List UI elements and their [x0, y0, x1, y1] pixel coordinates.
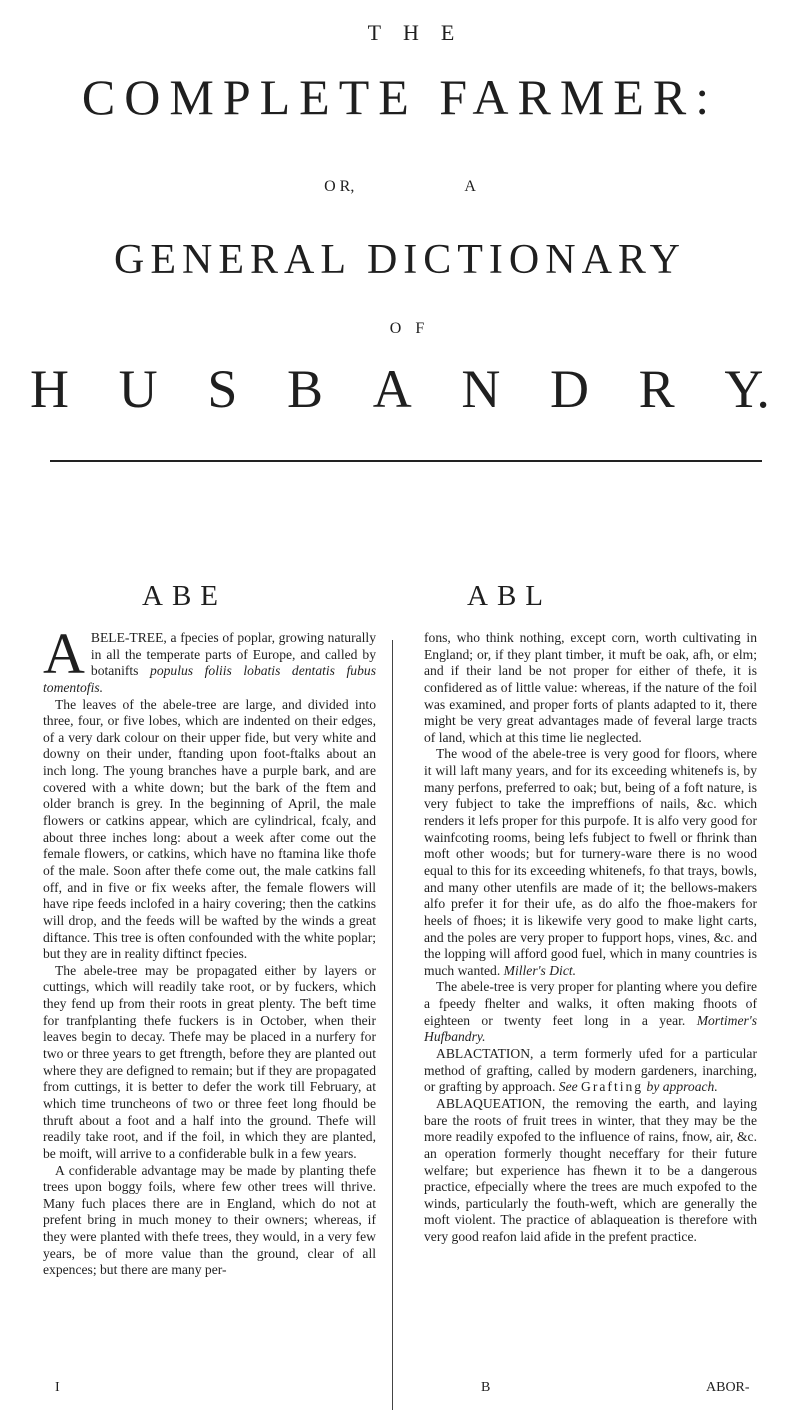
title-or-a	[0, 178, 800, 196]
paragraph	[424, 746, 757, 979]
paragraph: The abele-tree may be propagated either by layers or cuttings, which will readily take root, or by fuckers, which they fend up from their roots in great plenty. The beft time for tranfplanting thefe fuckers is in October, when their leaves begin to decay. Thefe may be placed in a nurfery for two or three years to get ftrength, before they are planted out where they are defigned to remain; but if they are propagated from cuttings, it is better to defer the work till February, at which time truncheons of two or three feet long fhould be thruft about a foot and a half into the ground. Thefe will readily take root, and if the foil, in which they are planted, be moift, will arrive to a confiderable bulk in a few years.	[43, 962, 376, 1161]
title-complete-farmer: COMPLETE FARMER:	[81, 69, 719, 125]
paragraph-text: The abele-tree is very proper for planting where you defire a fpeedy fhelter and walks, it often making fhoots of eighteen or twenty feet long in a year.	[424, 979, 757, 1028]
husbandry-letter: R	[638, 359, 675, 419]
entry-abele-tree	[43, 621, 376, 697]
reference: Miller's Dict.	[503, 962, 577, 978]
husbandry-letter: N	[461, 359, 501, 419]
paragraph: A confiderable advantage may be made by planting thefe trees upon boggy foils, where few other trees will thrive. Many fuch places there are in England, which do not at prefent bring in much money to their owners; whereas, if they were planted with thefe trees, they would, in a very few years, be of more value than the ground, clear of all expences; but there are many per-	[43, 1162, 376, 1278]
headword-ablactation: ABLACTATION,	[436, 1046, 534, 1062]
paragraph-text: The wood of the abele-tree is very good for floors, where it will laft many years, and for its exceeding whitenefs is, by many perfons, preferred to oak; but, being of a foft nature, is very fubject to take the impreffions of nails, &c. which renders it lefs proper for this purpofe. It is alfo very good for wainfcoting rooms, being lefs fubject to fwell or fhrink than moft other woods; but for turnery-ware there is no wood equal to this for its exceeding whitenefs, fo that trays, bowls, and many other utenfils are made of it; the bellows-makers alfo prefer it for their ufe, as do alfo the fhoe-makers for heels of fhoes; it is likewife very good to make light carts, and the poles are very proper to fupport hops, vines, &c. and the lopping will afford good fuel, which in many countries is much wanted.	[424, 746, 757, 978]
title-or: O R,	[324, 178, 355, 195]
running-head-right: ABL	[467, 580, 552, 612]
title-general-dictionary: GENERAL DICTIONARY	[114, 237, 686, 283]
headword-abele-tree: BELE-TREE,	[90, 630, 167, 645]
headword-ablaqueation: ABLAQUEATION,	[436, 1095, 546, 1111]
husbandry-letter: A	[372, 359, 412, 419]
husbandry-letter: D	[550, 359, 590, 419]
see-reference: See	[558, 1079, 578, 1095]
husbandry-letter: U	[118, 359, 158, 419]
husbandry-letter: S	[207, 359, 238, 419]
horizontal-rule	[50, 460, 762, 462]
reference: Mortimer's Hufbandry.	[424, 1012, 757, 1045]
catchword: ABOR-	[706, 1380, 750, 1395]
title-husbandry	[30, 358, 770, 420]
column-divider	[392, 640, 393, 1410]
signature-mark-right: B	[481, 1380, 491, 1395]
cross-reference: Grafting	[581, 1079, 644, 1095]
entry-text: a fpecies of poplar, growing naturally in all the temperate parts of Europe, and called by botanifts	[90, 630, 376, 679]
paragraph	[424, 979, 757, 1046]
title-the: THE	[367, 20, 477, 45]
cross-reference-qualifier: by approach.	[646, 1079, 718, 1095]
title-a: A	[464, 178, 476, 195]
husbandry-letter: H	[30, 359, 69, 419]
entry-text: a term formerly ufed for a particular method of grafting, called by modern gardeners, inarching, or grafting by approach.	[424, 1046, 757, 1095]
husbandry-letter: B	[287, 359, 324, 419]
left-column	[43, 621, 376, 1279]
paragraph: The leaves of the abele-tree are large, and divided into three, four, or five lobes, which are indented on their edges, of a very dark colour on their upper fide, but very white and downy on their under, ftanding upon foot-ftalks about an inch long. The young branches have a purple bark, and are covered with a white down; but the bark of the ftem and older branch is grey. In the beginning of April, the male flowers or catkins appear, which are cylindrical, fcaly, and about three inches long: about a week after come out the female flowers, or catkins, which have no ftamina like thofe of the male. Soon after thefe come out, the male catkins fall off, and in five or fix weeks after, the female flowers will have ripe feeds inclofed in a hairy covering; then the catkins will drop, and the feeds will be wafted by the winds a great diftance. This tree is often confounded with the white poplar; but they are in reality diftinct fpecies.	[43, 696, 376, 962]
husbandry-letter: Y.	[724, 359, 770, 419]
title-of: OF	[389, 320, 439, 337]
signature-mark-left: I	[55, 1380, 60, 1395]
latin-name: populus foliis lobatis dentatis fubus tomentofis.	[43, 663, 376, 695]
entry-text: the removing the earth, and laying bare the roots of fruit trees in winter, that they may be the more readily expofed to the influence of rains, fnow, air, &c. an operation formerly thought neceffary for their future welfare; but experience has fhewn it to be a dangerous practice, efpecially where the trees are much expofed to the winds, particularly the fouth-weft, which are generally the moft violent. The practice of ablaqueation is therefore with very good reafon laid afide in the prefent practice.	[424, 1095, 757, 1245]
running-head-left: ABE	[142, 580, 227, 612]
entry-ablaqueation	[424, 1096, 757, 1246]
paragraph: fons, who think nothing, except corn, worth cultivating in England; or, if they plant timber, it muft be oak, afh, or elm; and if their land be not proper for either of thefe, it is confidered as of little value: whereas, if the nature of the foil was examined, and proper forts of plants adapted to it, there might be very great advantages made of feveral large tracts of land, which at this time lie neglected.	[424, 630, 757, 745]
drop-cap: A	[43, 621, 85, 686]
right-column	[424, 630, 757, 1246]
entry-ablactation	[424, 1046, 757, 1096]
